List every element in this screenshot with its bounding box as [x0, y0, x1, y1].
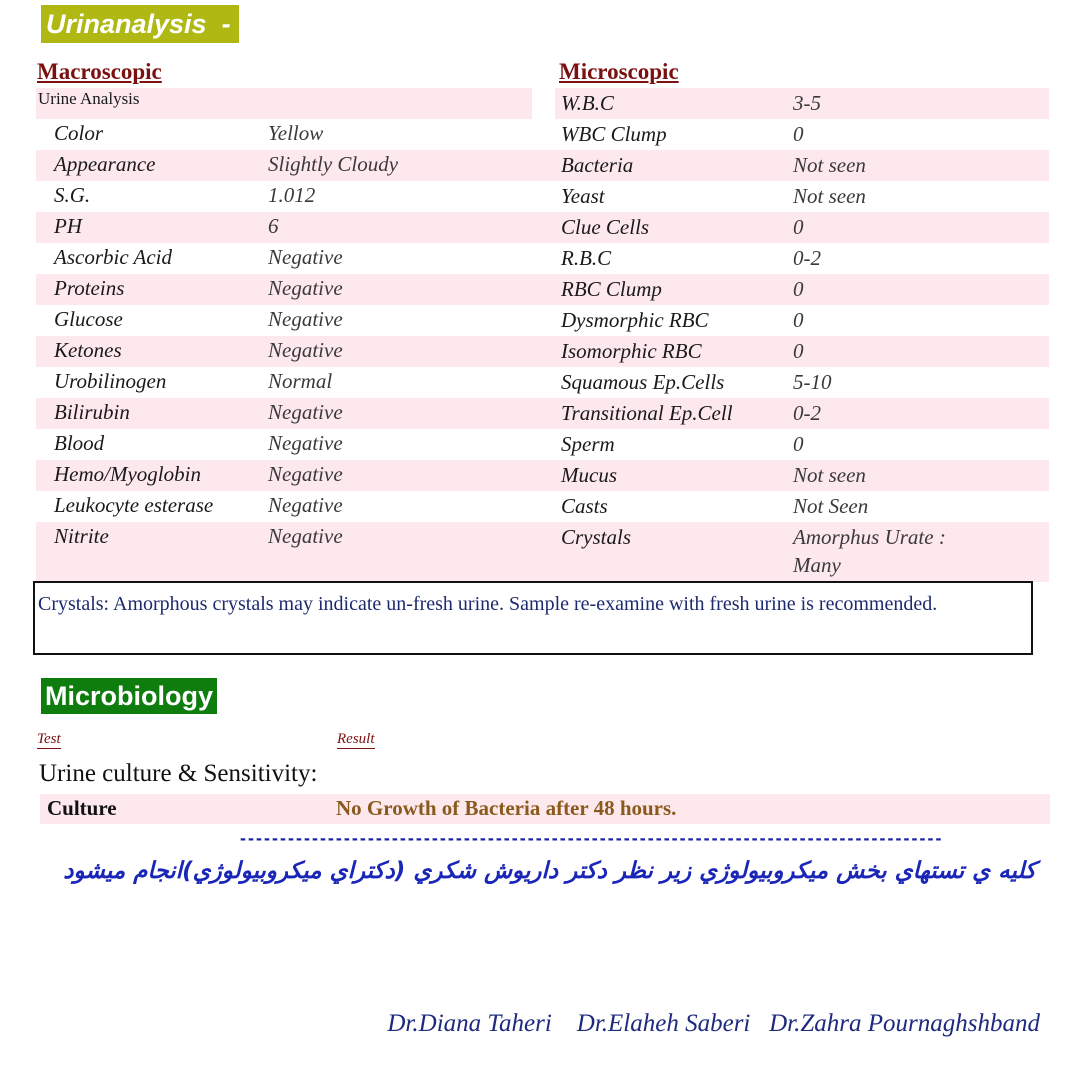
micro-value: 5-10 [793, 370, 832, 394]
macro-label: Glucose [54, 307, 123, 331]
macro-label: Ascorbic Acid [54, 245, 173, 269]
macro-label: Leukocyte esterase [54, 493, 214, 517]
microscopic-heading: Microscopic [559, 59, 679, 84]
separator-line: ---------------------------------------------------------------------------------------- [240, 828, 944, 848]
macroscopic-heading: Macroscopic [37, 59, 162, 84]
macro-value: Negative [268, 431, 343, 455]
micro-value: Not seen [793, 184, 866, 208]
microbiology-supervision-note: كليه ي تستهاي بخش ميكروبيولوژي زير نظر دكتر داريوش شكري (دكتراي ميكروبيولوژي)انجام ميشود [63, 858, 1036, 884]
micro-label: Yeast [561, 184, 605, 208]
macro-value: Negative [268, 462, 343, 486]
micro-label: Sperm [561, 432, 615, 456]
macro-row-stripe [36, 212, 555, 243]
microbiology-section-badge: Microbiology [41, 678, 217, 714]
macro-value: Negative [268, 493, 343, 517]
micro-value: 0-2 [793, 401, 821, 425]
crystals-note: Crystals: Amorphous crystals may indicate un-fresh urine. Sample re-examine with fresh urine is recommended. [33, 581, 1033, 655]
micro-value: Not Seen [793, 494, 869, 518]
doctor-signatures: Dr.Diana Taheri Dr.Elaheh Saberi Dr.Zahra Pournaghshband [387, 1010, 1040, 1037]
micro-value: 0 [793, 215, 804, 239]
urinalysis-section-badge: Urinanalysis - [41, 5, 239, 43]
macro-value: Slightly Cloudy [268, 152, 399, 176]
macro-value: Negative [268, 245, 343, 269]
macro-value: Negative [268, 400, 343, 424]
macro-label: Bilirubin [54, 400, 130, 424]
micro-value: 0 [793, 432, 804, 456]
macro-value: Negative [268, 276, 343, 300]
micro-value: 0 [793, 339, 804, 363]
micro-label: Isomorphic RBC [561, 339, 702, 363]
macro-label: Nitrite [54, 524, 109, 548]
macro-label: Hemo/Myoglobin [54, 462, 201, 486]
macro-label: Urobilinogen [54, 369, 167, 393]
micro-label: Crystals [561, 525, 632, 549]
culture-title: Urine culture & Sensitivity: [39, 760, 318, 787]
macro-value: 1.012 [268, 183, 316, 207]
micro-value: 0 [793, 308, 804, 332]
micro-value: Not seen [793, 463, 866, 487]
micro-value: 0 [793, 277, 804, 301]
column-header-test: Test [37, 731, 61, 747]
macro-label: Appearance [54, 152, 156, 176]
micro-label: Bacteria [561, 153, 634, 177]
macro-label: Color [54, 121, 104, 145]
macro-label: Blood [54, 431, 105, 455]
macro-value: Negative [268, 524, 343, 548]
micro-label: R.B.C [561, 246, 612, 270]
macro-value: Yellow [268, 121, 324, 145]
micro-value: 0 [793, 122, 804, 146]
micro-label: Casts [561, 494, 608, 518]
micro-label: Squamous Ep.Cells [561, 370, 725, 394]
micro-label: Mucus [561, 463, 617, 487]
macro-label: Proteins [54, 276, 125, 300]
macro-subheading: Urine Analysis [38, 89, 140, 108]
micro-label: WBC Clump [561, 122, 667, 146]
micro-value: 3-5 [793, 91, 821, 115]
micro-label: Clue Cells [561, 215, 650, 239]
micro-label: Dysmorphic RBC [561, 308, 709, 332]
macro-label: PH [54, 214, 82, 238]
culture-label: Culture [47, 796, 117, 820]
micro-value: Amorphus Urate : [793, 525, 946, 549]
macro-label: Ketones [54, 338, 122, 362]
micro-label: Transitional Ep.Cell [561, 401, 733, 425]
macro-value: Negative [268, 338, 343, 362]
micro-value-line2: Many [793, 553, 841, 577]
micro-label: W.B.C [561, 91, 614, 115]
macro-value: Negative [268, 307, 343, 331]
micro-label: RBC Clump [561, 277, 662, 301]
macro-value: Normal [268, 369, 333, 393]
micro-value: 0-2 [793, 246, 821, 270]
column-header-result: Result [337, 731, 375, 747]
macro-label: S.G. [54, 183, 91, 207]
micro-value: Not seen [793, 153, 866, 177]
macro-value: 6 [268, 214, 279, 238]
culture-result: No Growth of Bacteria after 48 hours. [336, 796, 677, 820]
